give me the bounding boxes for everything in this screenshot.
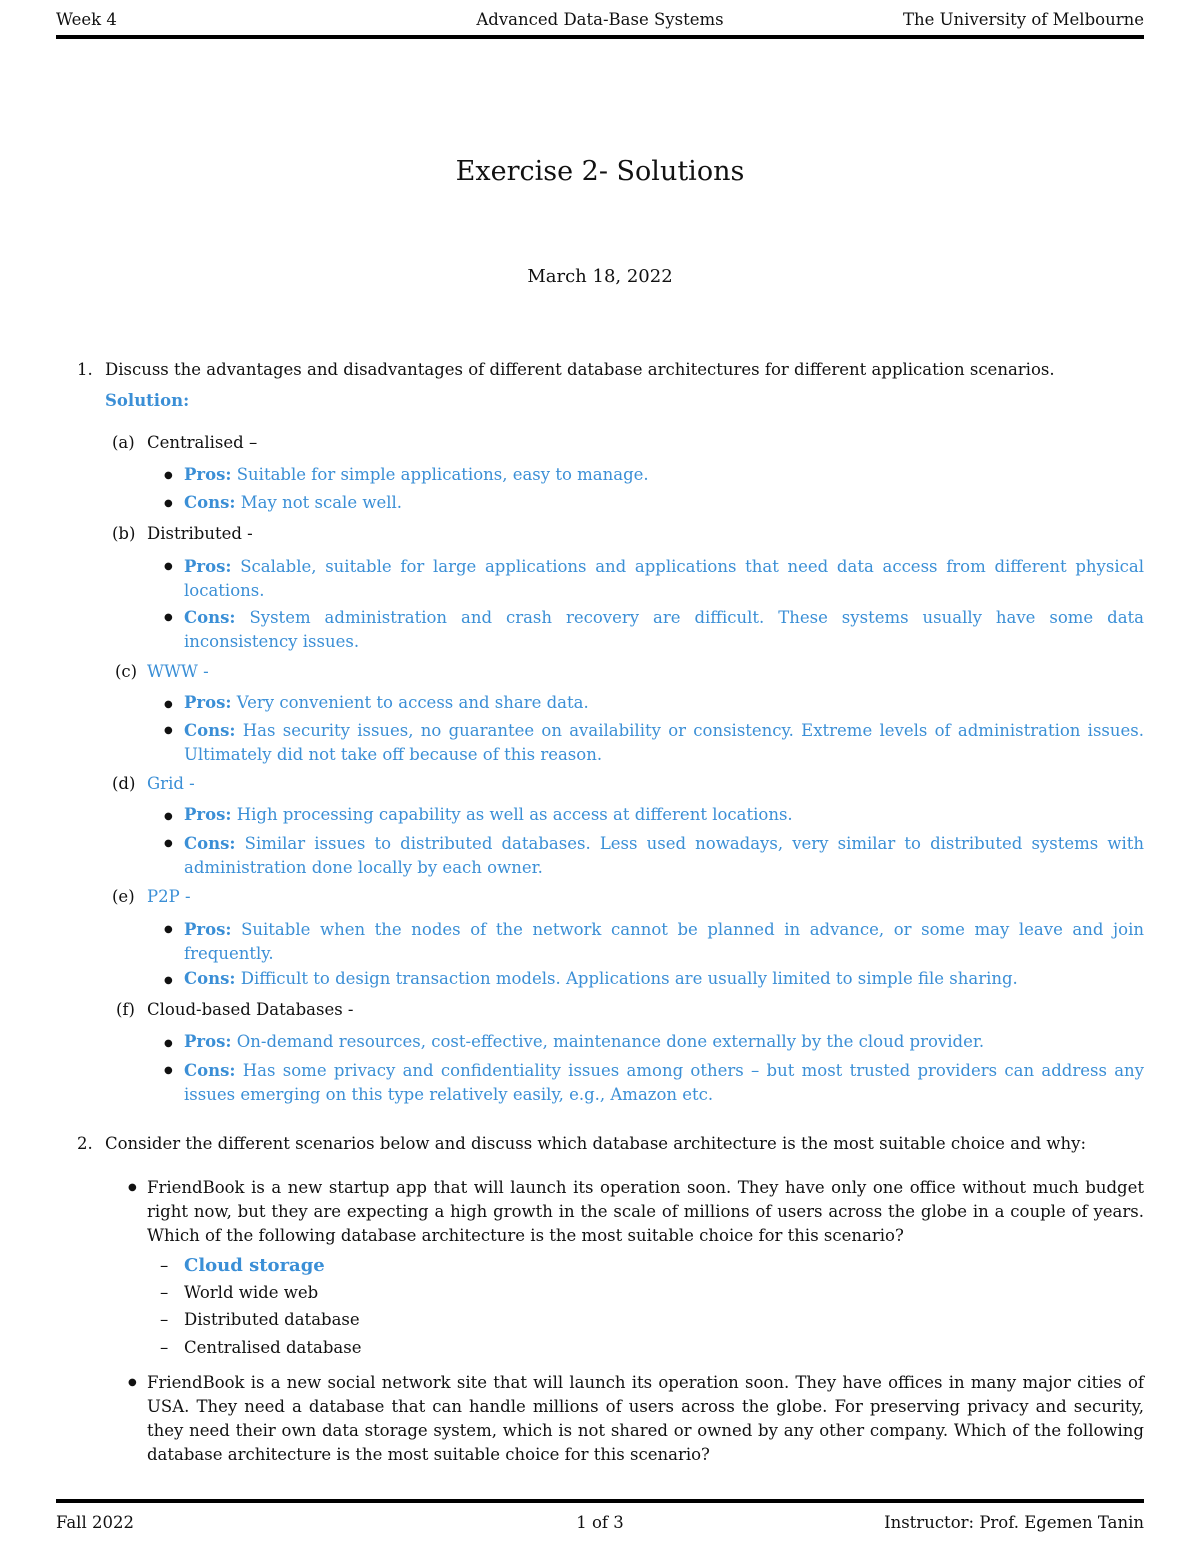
item-f-pros: Pros: On-demand resources, cost-effective, maintenance done externally by the cloud provider. xyxy=(184,1032,985,1051)
option-www: World wide web xyxy=(184,1283,319,1302)
item-b-pros: Pros: Scalable, suitable for large applications and applications that need data access from different physical locations. xyxy=(184,557,1144,600)
option-centralised: Centralised database xyxy=(184,1338,362,1357)
page-header xyxy=(56,10,1144,32)
item-b-cons: Cons: System administration and crash recovery are difficult. These systems usually have some data inconsistency issues. xyxy=(184,608,1144,651)
dash-icon: – xyxy=(160,1256,169,1275)
dash-icon: – xyxy=(160,1283,169,1302)
scenario-1: FriendBook is a new startup app that will launch its operation soon. They have only one office without much budget right now, but they are expecting a high growth in the scale of millions of users across the globe in a couple of years. Which of the following database architecture is the most suitable choice for this scenario? xyxy=(147,1178,1144,1245)
option-distributed: Distributed database xyxy=(184,1310,360,1329)
item-a-pros: Pros: Suitable for simple applications, easy to manage. xyxy=(184,465,649,484)
page-footer xyxy=(56,1513,1144,1535)
bullet-icon: ● xyxy=(164,1065,173,1076)
bullet-icon: ● xyxy=(164,612,173,623)
bullet-icon: ● xyxy=(164,924,173,935)
item-e-cons: Cons: Difficult to design transaction models. Applications are usually limited to simple file sharing. xyxy=(184,969,1018,988)
option-cloud-storage: Cloud storage xyxy=(184,1255,325,1276)
header-university: The University of Melbourne xyxy=(903,10,1144,29)
footer-instructor: Instructor: Prof. Egemen Tanin xyxy=(884,1513,1144,1532)
bullet-icon: ● xyxy=(164,498,173,509)
item-c-pros: Pros: Very convenient to access and share data. xyxy=(184,693,589,712)
item-a-cons: Cons: May not scale well. xyxy=(184,493,403,512)
bullet-icon: ● xyxy=(128,1377,137,1388)
item-e-pros: Pros: Suitable when the nodes of the network cannot be planned in advance, or some may leave and join frequently. xyxy=(184,920,1144,963)
footer-term: Fall 2022 xyxy=(56,1513,134,1532)
item-b-name: Distributed - xyxy=(147,524,253,543)
q2-text: Consider the different scenarios below and discuss which database architecture is the most suitable choice and why: xyxy=(105,1134,1087,1153)
bullet-icon: ● xyxy=(164,975,173,986)
q2-number: 2. xyxy=(77,1134,93,1153)
bullet-icon: ● xyxy=(128,1182,137,1193)
q1-text: Discuss the advantages and disadvantages of different database architectures for different application scenarios. xyxy=(105,360,1055,379)
bullet-icon: ● xyxy=(164,811,173,822)
page-date: March 18, 2022 xyxy=(527,266,673,287)
item-d-label: (d) xyxy=(112,774,136,793)
solution-label: Solution: xyxy=(105,391,190,410)
footer-page-number: 1 of 3 xyxy=(576,1513,624,1532)
item-c-name: WWW - xyxy=(147,662,209,681)
item-e-name: P2P - xyxy=(147,887,191,906)
q1-number: 1. xyxy=(77,360,93,379)
item-b-label: (b) xyxy=(112,524,136,543)
bullet-icon: ● xyxy=(164,838,173,849)
header-rule xyxy=(56,35,1144,39)
item-f-cons: Cons: Has some privacy and confidentiality issues among others – but most trusted providers can address any issues emerging on this type relatively easily, e.g., Amazon etc. xyxy=(184,1061,1144,1104)
bullet-icon: ● xyxy=(164,1038,173,1049)
item-c-cons: Cons: Has security issues, no guarantee on availability or consistency. Extreme levels of administration issues. Ultimately did not take off because of this reason. xyxy=(184,721,1144,764)
item-a-name: Centralised – xyxy=(147,433,258,452)
item-d-name: Grid - xyxy=(147,774,195,793)
item-f-name: Cloud-based Databases - xyxy=(147,1000,354,1019)
dash-icon: – xyxy=(160,1338,169,1357)
header-week: Week 4 xyxy=(56,10,117,29)
bullet-icon: ● xyxy=(164,699,173,710)
bullet-icon: ● xyxy=(164,725,173,736)
item-d-pros: Pros: High processing capability as well as access at different locations. xyxy=(184,805,793,824)
item-d-cons: Cons: Similar issues to distributed databases. Less used nowadays, very similar to distributed systems with administration done locally by each owner. xyxy=(184,834,1144,877)
scenario-2: FriendBook is a new social network site that will launch its operation soon. They have offices in many major cities of USA. They need a database that can handle millions of users across the globe. For preserving privacy and security, they need their own data storage system, which is not shared or owned by any other company. Which of the following database architecture is the most suitable choice for this scenario? xyxy=(147,1373,1144,1464)
item-f-label: (f) xyxy=(116,1000,135,1019)
header-course: Advanced Data-Base Systems xyxy=(476,10,724,29)
dash-icon: – xyxy=(160,1310,169,1329)
footer-rule xyxy=(56,1499,1144,1503)
item-e-label: (e) xyxy=(112,887,135,906)
bullet-icon: ● xyxy=(164,470,173,481)
bullet-icon: ● xyxy=(164,561,173,572)
item-c-label: (c) xyxy=(115,662,138,681)
page-title: Exercise 2- Solutions xyxy=(455,156,745,187)
item-a-label: (a) xyxy=(112,433,135,452)
